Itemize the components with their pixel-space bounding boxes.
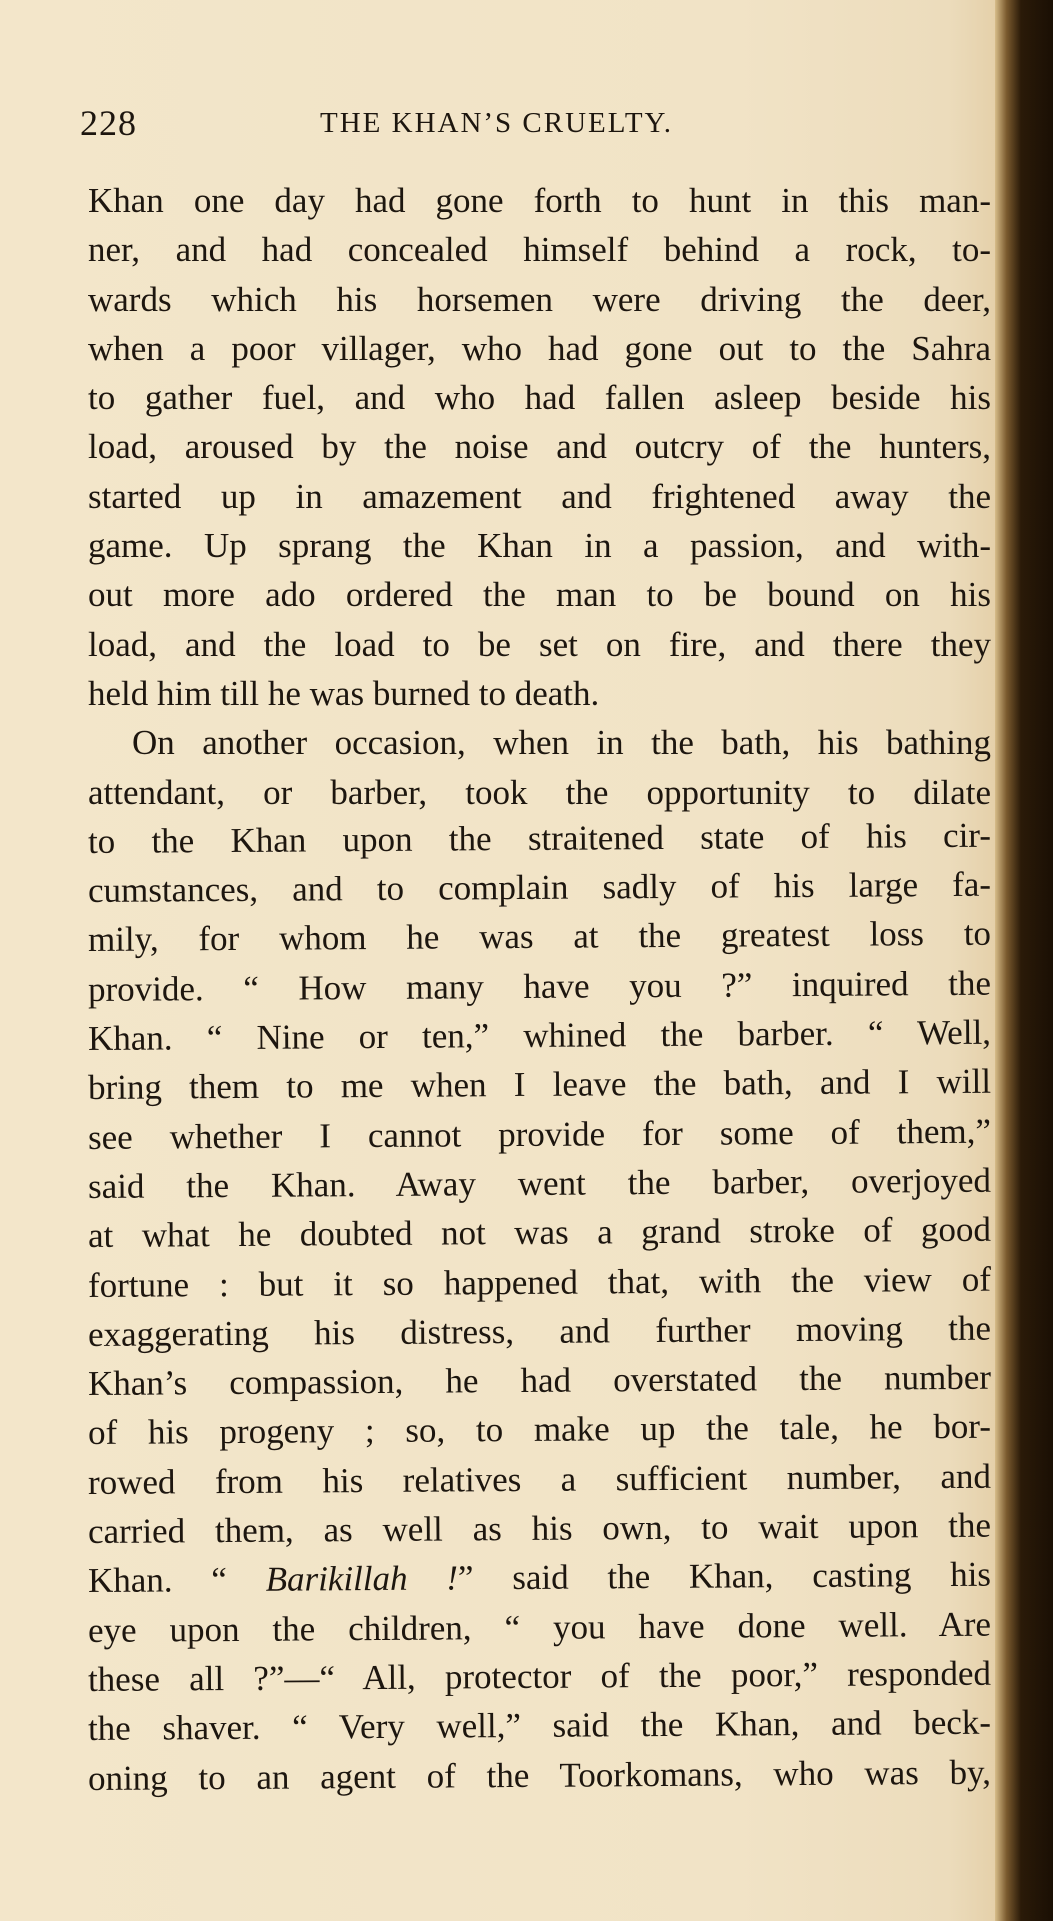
text-line: rowed from his relatives a sufficient number, and <box>87 1456 992 1502</box>
italic-word: Barikillah ! <box>265 1558 459 1600</box>
text-run: ” said the Khan, casting his <box>457 1555 992 1598</box>
text-line: provide. “ How many have you ?” inquired the <box>87 963 992 1009</box>
text-line: load, aroused by the noise and outcry of the hunters, <box>88 427 991 467</box>
text-line: ner, and had concealed himself behind a rock, to- <box>88 230 991 270</box>
text-line: when a poor villager, who had gone out to the Sahra <box>88 328 991 368</box>
paragraph-last-line: held him till he was burned to death. <box>88 673 600 713</box>
book-spine-shadow <box>995 0 1053 1921</box>
text-line: mily, for whom he was at the greatest loss to <box>87 914 992 960</box>
text-line: carried them, as well as his own, to wait upon the <box>87 1505 992 1552</box>
text-line: to the Khan upon the straitened state of his cir- <box>87 815 992 861</box>
text-line: load, and the load to be set on fire, and there they <box>88 624 991 664</box>
text-line: of his progeny ; so, to make up the tale, he bor- <box>87 1407 992 1453</box>
text-line: these all ?”—“ All, protector of the poor,” responded <box>87 1653 992 1699</box>
text-line: exaggerating his distress, and further moving the <box>87 1308 992 1354</box>
text-line: oning to an agent of the Toorkomans, who was by, <box>87 1752 992 1798</box>
text-run: Khan. “ <box>87 1560 266 1601</box>
text-line: to gather fuel, and who had fallen asleep beside his <box>88 378 991 418</box>
text-line: eye upon the children, “ you have done well. Are <box>87 1604 992 1650</box>
running-title: THE KHAN’S CRUELTY. <box>320 107 673 139</box>
text-line: started up in amazement and frightened away the <box>88 476 991 516</box>
text-line: said the Khan. Away went the barber, overjoyed <box>87 1160 992 1206</box>
page-number: 228 <box>80 103 137 143</box>
text-line: at what he doubted not was a grand stroke of good <box>87 1209 992 1256</box>
text-line: fortune : but it so happened that, with the view of <box>87 1259 992 1305</box>
running-head <box>80 102 920 142</box>
text-line-with-italic <box>88 1550 991 1606</box>
text-line: attendant, or barber, took the opportunity to dilate <box>88 772 991 812</box>
body-text <box>88 176 991 1803</box>
text-line: out more ado ordered the man to be bound on his <box>88 575 991 615</box>
text-line: see whether I cannot provide for some of them,” <box>87 1111 992 1157</box>
text-line: game. Up sprang the Khan in a passion, and with- <box>88 526 991 566</box>
text-line: cumstances, and to complain sadly of his large fa- <box>87 864 992 911</box>
text-line: bring them to me when I leave the bath, and I will <box>87 1062 992 1108</box>
text-line: wards which his horsemen were driving the deer, <box>88 279 991 319</box>
text-line: Khan. “ Nine or ten,” whined the barber. “ Well, <box>87 1012 992 1059</box>
text-line: Khan one day had gone forth to hunt in this man- <box>88 181 991 220</box>
text-line: Khan’s compassion, he had overstated the number <box>87 1357 992 1404</box>
text-line: the shaver. “ Very well,” said the Khan, and beck- <box>87 1702 992 1749</box>
paragraph-first-line: On another occasion, when in the bath, his bathing <box>132 723 991 763</box>
